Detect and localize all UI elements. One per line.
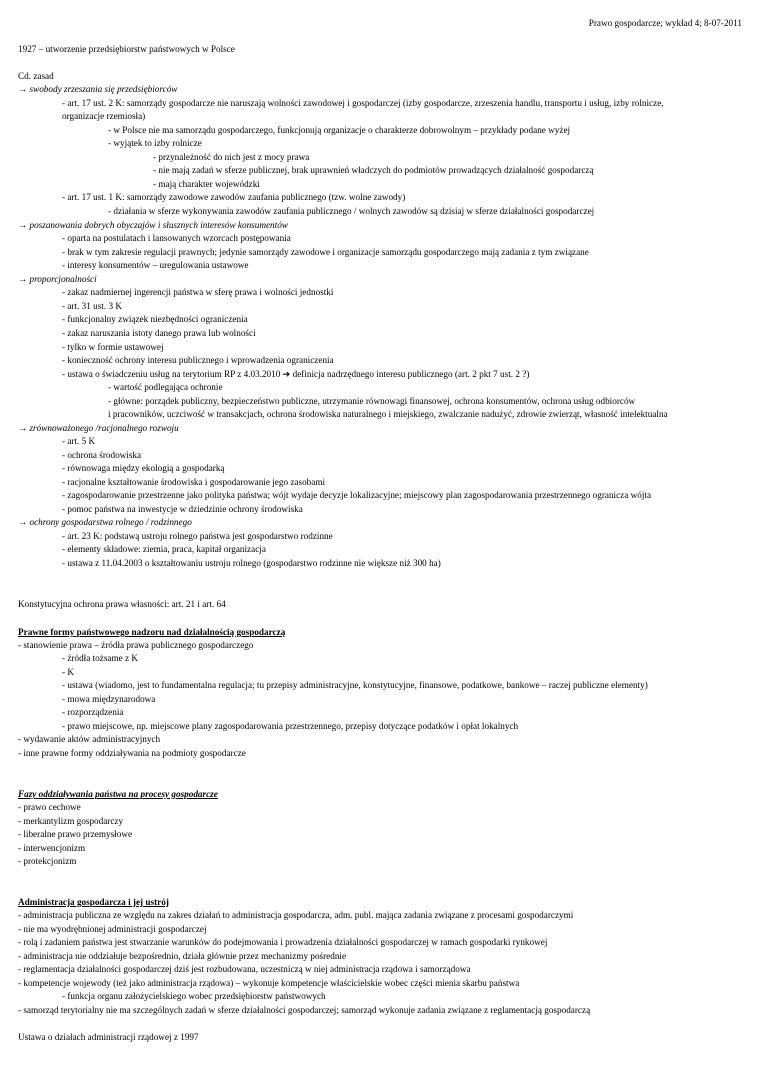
text-line: - tylko w formie ustawowej	[62, 342, 164, 352]
text-line: - elementy składowe: ziemia, praca, kapitał organizacja	[62, 544, 266, 554]
text-line: - merkantylizm gospodarczy	[18, 816, 124, 826]
text-line: - ochrona środowiska	[62, 450, 142, 460]
text-line: - zakaz nadmiernej ingerencji państwa w sferę prawa i wolności jednostki	[62, 287, 334, 297]
text-line: - konieczność ochrony interesu publicznego i wprowadzenia ograniczenia	[62, 355, 334, 365]
text-line: organizacje rzemiosła)	[62, 111, 146, 121]
text-line: - interwencjonizm	[18, 843, 86, 853]
text-line: - ustawa o świadczeniu usług na terytorium RP z 4.03.2010 ➔ definicja nadrzędnego interesu publicznego (art. 2 pkt 7 ust. 2 ?)	[62, 369, 530, 379]
text-line: - brak w tym zakresie regulacji prawnych; jedynie samorządy zawodowe i organizacje samorządu gospodarczego mają zadania z tym związane	[62, 247, 589, 257]
text-line: - ustawa (wiadomo, jest to fundamentalna regulacja; tu przepisy administracyjne, konstytucyjne, finansowe, podatkowe, bankowe – raczej publiczne elementy)	[62, 680, 648, 690]
section-heading: Administracja gospodarcza i jej ustrój	[18, 897, 169, 907]
text-line: - rozporządzenia	[62, 707, 124, 717]
text-line: Konstytucyjna ochrona prawa własności: art. 21 i art. 64	[18, 599, 226, 609]
text-line: - inne prawne formy oddziaływania na podmioty gospodarcze	[18, 748, 246, 758]
text-line: - prawo miejscowe, np. miejscowe plany zagospodarowania przestrzennego, przepisy dotyczące podatków i opłat lokalnych	[62, 721, 519, 731]
text-line: - art. 31 ust. 3 K	[62, 301, 122, 311]
text-line: - oparta na postulatach i lansowanych wzorcach postępowania	[62, 233, 291, 243]
text-line: - administracja nie oddziałuje bezpośrednio, działa głównie przez mechanizmy pośrednie	[18, 951, 347, 961]
text-line: - mowa międzynarodowa	[62, 694, 156, 704]
text-line: - zagospodarowanie przestrzenne jako polityka państwa; wójt wydaje decyzje lokalizacyjne; miejscowy plan zagospodarowania przestrzennego ogranicza wójta	[62, 490, 652, 500]
section-heading: Fazy oddziaływania państwa na procesy gospodarcze	[18, 789, 218, 799]
section-arrow-heading: → poszanowania dobrych obyczajów i słusznych interesów konsumentów	[18, 220, 288, 230]
text-line: - liberalne prawo przemysłowe	[18, 829, 133, 839]
text-line: - pomoc państwa na inwestycje w dziedzinie ochrony środowiska	[62, 504, 303, 514]
text-line: - działania w sferze wykonywania zawodów zaufania publicznego / wolnych zawodów są dzisiaj w sferze działalności gospodarczej	[108, 206, 595, 216]
text-line: - reglamentacja działalności gospodarczej dziś jest rozbudowana, uczestniczą w niej administracja rządowa i samorządowa	[18, 964, 471, 974]
section-arrow-heading: → ochrony gospodarstwa rolnego / rodzinnego	[18, 517, 192, 527]
text-line: i pracowników, uczciwość w transakcjach, ochrona środowiska naturalnego i miejskiego, zwalczanie nadużyć, zdrowie zwierząt, własność intelektualna	[108, 409, 668, 419]
text-line: - samorząd terytorialny nie ma szczególnych zadań w sferze działalności gospodarczej; samorząd wykonuje zadania związane z reglamentacją gospodarczą	[18, 1005, 591, 1015]
text-line: - administracja publiczna ze względu na zakres działań to administracja gospodarcza, adm. publ. mająca zadania związane z procesami gospodarczymi	[18, 910, 574, 920]
text-line: Cd. zasad	[18, 71, 54, 81]
text-line: - mają charakter wojewódzki	[153, 179, 260, 189]
page-header: Prawo gospodarcze; wykład 4; 8-07-2011	[588, 18, 742, 28]
text-line: - równowaga między ekologią a gospodarką	[62, 463, 225, 473]
text-line: - K	[62, 667, 74, 677]
text-line: - przynależność do nich jest z mocy prawa	[153, 152, 310, 162]
text-line: - art. 17 ust. 1 K: samorządy zawodowe zawodów zaufania publicznego (tzw. wolne zawody)	[62, 192, 406, 202]
text-line: Ustawa o działach administracji rządowej z 1997	[18, 1032, 199, 1042]
text-line: - kompetencje wojewody (też jako administracja rządowa) – wykonuje kompetencje właścicielskie wobec części mienia skarbu państwa	[18, 978, 520, 988]
text-line: - protekcjonizm	[18, 856, 77, 866]
text-line: - racjonalne kształtowanie środowiska i gospodarowanie jego zasobami	[62, 477, 326, 487]
text-line: - nie mają zadań w sferze publicznej, brak uprawnień władczych do podmiotów prowadzących działalność gospodarczą	[153, 165, 594, 175]
text-line: - w Polsce nie ma samorządu gospodarczego, funkcjonują organizacje o charakterze dobrowolnym – przykłady podane wyżej	[108, 125, 571, 135]
text-line: - funkcja organu założycielskiego wobec przedsiębiorstw państwowych	[62, 991, 326, 1001]
section-arrow-heading: → proporcjonalności	[18, 274, 97, 284]
text-line: - zakaz naruszania istoty danego prawa lub wolności	[62, 328, 256, 338]
text-line: - wartość podlegająca ochronie	[108, 382, 223, 392]
text-line: - wyjątek to izby rolnicze	[108, 138, 202, 148]
text-line: - ustawa z 11.04.2003 o kształtowaniu ustroju rolnego (gospodarstwo rodzinne nie większe niż 300 ha)	[62, 558, 441, 568]
text-line: - funkcjonalny związek niezbędności ograniczenia	[62, 314, 248, 324]
section-arrow-heading: → zrównoważonego /racjonalnego rozwoju	[18, 423, 179, 433]
text-line: 1927 – utworzenie przedsiębiorstw państwowych w Polsce	[18, 44, 235, 54]
text-line: - art. 5 K	[62, 436, 96, 446]
text-line: - interesy konsumentów – uregulowania ustawowe	[62, 260, 249, 270]
text-line: - źródła tożsame z K	[62, 653, 139, 663]
text-line: - rolą i zadaniem państwa jest stwarzanie warunków do podejmowania i prowadzenia działalności gospodarczej w ramach gospodarki rynkowej	[18, 937, 548, 947]
text-line: - prawo cechowe	[18, 802, 81, 812]
text-line: - wydawanie aktów administracyjnych	[18, 734, 161, 744]
text-line: - art. 23 K: podstawą ustroju rolnego państwa jest gospodarstwo rodzinne	[62, 531, 333, 541]
text-line: - nie ma wyodrębnionej administracji gospodarczej	[18, 924, 207, 934]
text-line: - stanowienie prawa – źródła prawa publicznego gospodarczego	[18, 640, 254, 650]
text-line: - główne: porządek publiczny, bezpieczeństwo publiczne, utrzymanie równowagi finansowej, ochrona konsumentów, ochrona usług odbiorców	[108, 396, 636, 406]
text-line: - art. 17 ust. 2 K: samorządy gospodarcze nie naruszają wolności zawodowej i gospodarczej (izby gospodarcze, zrzeszenia handlu, transportu i usług, izby rolnicze,	[62, 98, 664, 108]
section-arrow-heading: → swobody zrzeszania się przedsiębiorców	[18, 84, 178, 94]
section-heading: Prawne formy państwowego nadzoru nad działalnością gospodarczą	[18, 627, 286, 637]
